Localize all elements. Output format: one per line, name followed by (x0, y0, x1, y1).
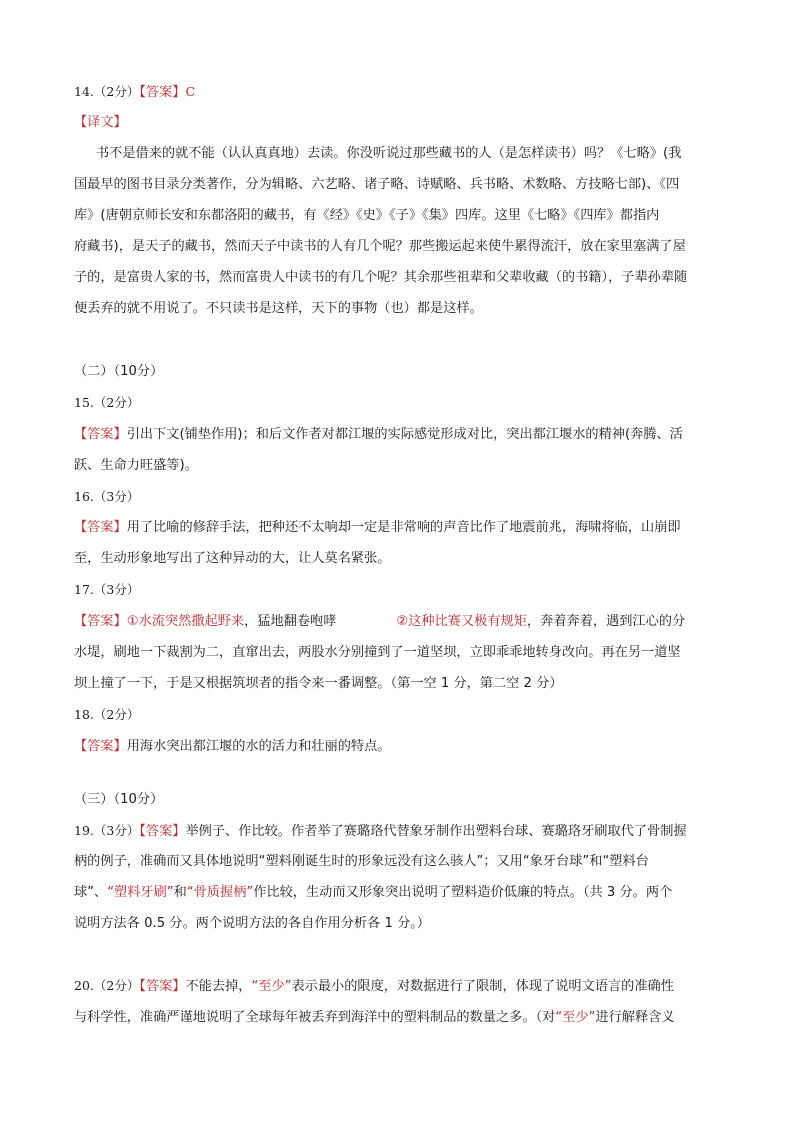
q16-answer-text: 用了比喻的修辞手法，把种还不太响却一定是非常响的声音比作了地震前兆，海啸将临，山崩即 (126, 520, 681, 535)
q18-answer-text: 用海水突出都江堰的水的活力和壮丽的特点。 (126, 739, 391, 754)
q14-answer: C (185, 84, 196, 99)
answer-tag: 【答案】 (74, 739, 127, 754)
q17-blank2-rest: ，奔着奔着，遇到江心的分 (526, 614, 686, 629)
translation-line: 国最早的图书目录分类著作，分为辑略、六艺略、诸子略、诗赋略、兵书略、术数略、方技略七部)、《四 (74, 177, 680, 192)
q15-number: 15.（2分） (74, 395, 140, 410)
q19-answer (74, 821, 734, 842)
section-3-title: （三）（10分） (74, 792, 164, 807)
answer-tag: 【答案】 (74, 520, 127, 535)
q20-text: 不能去掉， (185, 979, 252, 994)
q17-number: 17.（3分） (74, 582, 140, 597)
q18-answer (74, 737, 734, 757)
q19-answer-text: 举例子、作比较。作者举了赛璐珞代替象牙制作出塑料台球、赛璐珞牙刷取代了骨制握 (185, 824, 687, 839)
q20-answer (74, 976, 734, 997)
q19-text: 和 (173, 885, 187, 900)
translation-label: 【译文】 (74, 115, 127, 130)
q20-answer-line (74, 1008, 734, 1028)
q16-answer-line: 至，生动形象地写出了这种异动的大，让人莫名紧张。 (74, 551, 391, 566)
q19-quote-red: “塑料牙刷” (107, 885, 174, 900)
q15-answer (74, 425, 734, 445)
q20-text: 与科学性，准确严谨地说明了全球每年被丢弃到海洋中的塑料制品的数量之多。（对 (74, 1010, 556, 1025)
translation-line: 便丢弃的就不用说了。不只读书是这样，天下的事物（也）都是这样。 (74, 301, 483, 316)
q19-answer-line: 柄的例子，准确而又具体地说明“塑料刚诞生时的形象远没有这么骇人”；又用“象牙台球”和“塑料台 (74, 854, 649, 869)
translation-line: 库》(唐朝京师长安和东都洛阳的藏书，有《经》《史》《子》《集》四库。这里《七略》《四库》都指内 (74, 208, 660, 223)
q20-text: 进行解释含义 (595, 1010, 675, 1025)
q16-number: 16.（3分） (74, 489, 140, 504)
q17-answer (74, 612, 734, 632)
q19-quote-red: “骨质握柄” (186, 885, 254, 900)
translation-line: 子的，是富贵人家的书，然而富贵人中读书的有几个呢？其余那些祖辈和父辈收藏（的书籍），子辈孙辈随 (74, 270, 688, 285)
section-2-title: （二）（10分） (74, 364, 164, 379)
q17-answer-line: 水堤，刷地一下裁割为二，直窜出去，两股水分别撞到了一道坚坝，立即乖乖地转身改向。再在另一道坚 (74, 645, 681, 660)
q15-answer-line: 跃、生命力旺盛等)。 (74, 458, 198, 473)
q14-number: 14.（2分） (74, 84, 140, 99)
q16-answer (74, 518, 734, 538)
q19-answer-line (74, 883, 734, 903)
q19-text: 球”、 (74, 885, 108, 900)
q15-answer-text: 引出下文(铺垫作用)；和后文作者对都江堰的实际感觉形成对比，突出都江堰水的精神(奔腾、活 (126, 427, 683, 442)
q17-answer-line: 坝上撞了一下，于是又根据筑坝者的指令来一番调整。（第一空 1 分，第二空 2 分） (74, 676, 563, 691)
answer-tag: 【答案】 (74, 427, 127, 442)
q19-number: 19.（3分） (74, 823, 140, 838)
yiwen-tag (74, 113, 734, 133)
q20-text: 表示最小的限度，对数据进行了限制，体现了说明文语言的准确性 (291, 979, 674, 994)
q19-text: 作比较，生动而又形象突出说明了塑料造价低廉的特点。（共 3 分。两个 (253, 885, 673, 900)
q20-quote-red: “至少” (555, 1010, 596, 1025)
q14-heading (74, 82, 734, 103)
q17-blank1-red: ①水流突然撒起野来 (126, 614, 245, 629)
q20-quote-red: “至少” (251, 979, 292, 994)
answer-tag: 【答案】 (139, 979, 186, 994)
answer-tag: 【答案】 (139, 824, 186, 839)
q17-blank2-red: ②这种比赛又极有规矩 (396, 614, 527, 629)
answer-tag: 【答案】 (74, 614, 127, 629)
answer-tag: 【答案】 (139, 85, 186, 100)
q18-number: 18.（2分） (74, 707, 140, 722)
translation-line: 书不是借来的就不能（认认真真地）去读。你没听说过那些藏书的人（是怎样读书）吗？《七略》(我 (96, 146, 682, 161)
q20-number: 20.（2分） (74, 978, 140, 993)
q17-blank1-rest: ，猛地翻卷咆哮 (244, 614, 337, 629)
translation-line: 府藏书)，是天子的藏书，然而天子中读书的人有几个呢？那些搬运起来使牛累得流汗，放在家里塞满了屋 (74, 239, 686, 254)
q19-answer-line: 说明方法各 0.5 分。两个说明方法的各自作用分析各 1 分。） (74, 916, 431, 931)
